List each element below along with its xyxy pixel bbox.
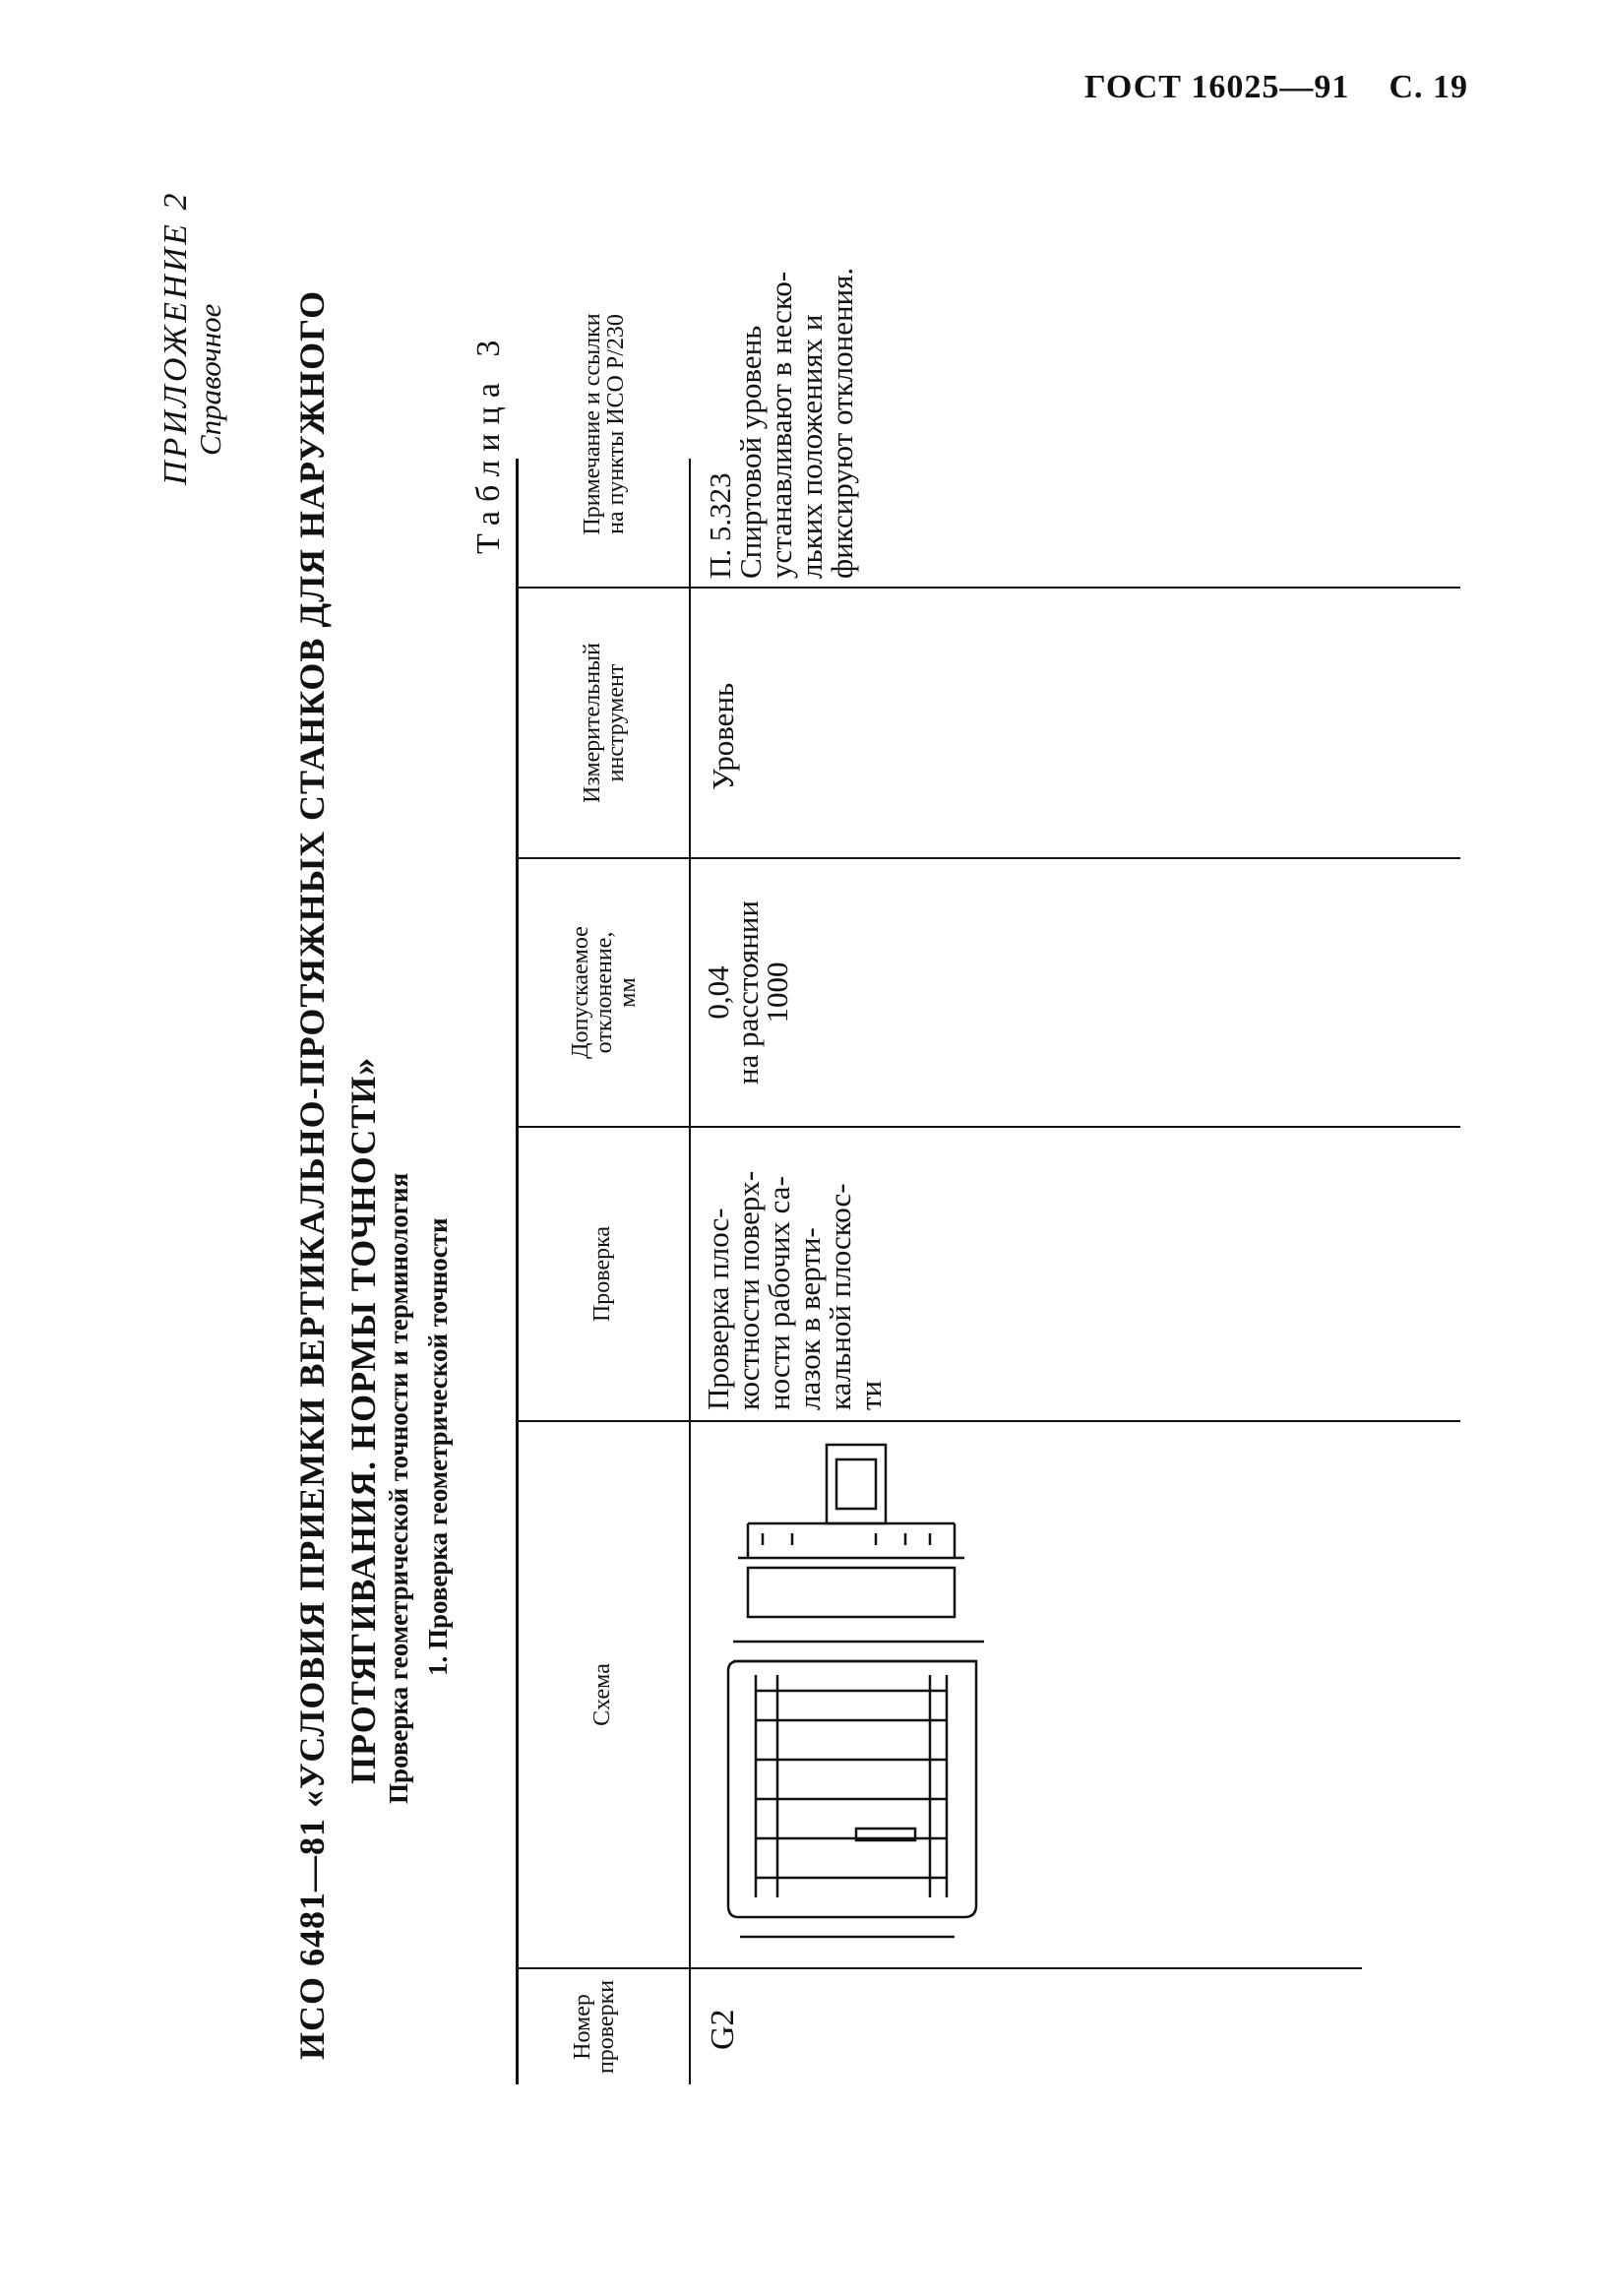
column-divider — [516, 587, 1460, 589]
header-instrument: Измерительный инструмент — [580, 642, 629, 804]
document-title-line1: ИСО 6481—81 «УСЛОВИЯ ПРИЕМКИ ВЕРТИКАЛЬНО-ПРОТЯЖНЫХ СТАНКОВ ДЛЯ НАРУЖНОГО — [292, 289, 332, 2060]
column-divider — [516, 857, 1460, 859]
header-scheme: Схема — [589, 1663, 615, 1726]
section-title: Проверка геометрической точности и терминология — [384, 1172, 413, 1804]
column-divider — [516, 1126, 1460, 1128]
appendix-type: Справочное — [193, 303, 227, 456]
row-number: G2 — [705, 2009, 741, 2050]
row-check-description: Проверка плос- костности поверх- ности рабочих са- лазок в верти- кальной плоскос- ти — [701, 1170, 888, 1410]
row-tolerance: 0,04 на расстоянии 1000 — [701, 900, 794, 1085]
table-top-rule — [516, 459, 519, 2084]
table-label: Таблица 3 — [470, 331, 507, 554]
standard-number: ГОСТ 16025—91 — [1084, 69, 1350, 105]
header-tolerance: Допускаемое отклонение, мм — [568, 926, 641, 1059]
appendix-label: ПРИЛОЖЕНИЕ 2 — [157, 190, 194, 485]
column-divider — [516, 1420, 1460, 1422]
scheme-diagram — [718, 1425, 994, 1956]
page-number: С. 19 — [1389, 69, 1468, 105]
subsection-title: 1. Проверка геометрической точности — [423, 1217, 453, 1676]
table-header-rule — [689, 459, 691, 2084]
row-instrument: Уровень — [706, 682, 740, 790]
row-notes: П. 5.323 Спиртовой уровень устанавливают в неско- льких положениях и фиксируют отклонения. — [703, 267, 859, 579]
header-notes: Примечание и ссылки на пункты ИСО Р/230 — [580, 313, 629, 535]
column-divider — [516, 1967, 1362, 1969]
header-check: Проверка — [589, 1225, 615, 1323]
header-number: Номер проверки — [570, 1979, 619, 2075]
document-title-line2: ПРОТЯГИВАНИЯ. НОРМЫ ТОЧНОСТИ» — [343, 1056, 383, 1784]
